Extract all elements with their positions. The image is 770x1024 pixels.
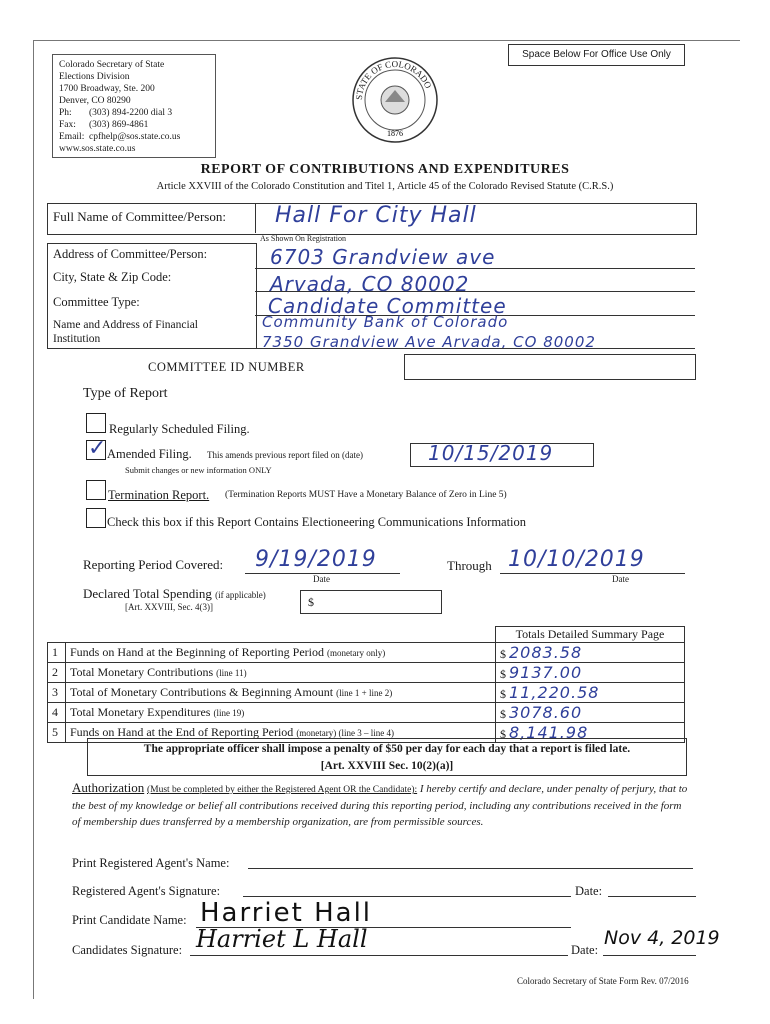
- termination-checkbox[interactable]: [86, 480, 106, 500]
- candidate-sig-label: Candidates Signature:: [72, 943, 183, 957]
- row-dollar: $: [500, 727, 506, 741]
- electioneering-label: Check this box if this Report Contains Electioneering Communications Information: [107, 515, 527, 529]
- declared-dollar: $: [308, 595, 314, 609]
- name-note: As Shown On Registration: [260, 234, 346, 243]
- row-label: [66, 683, 496, 703]
- fax-value: (303) 869-4861: [89, 120, 149, 130]
- declared-spending-input[interactable]: [300, 590, 442, 614]
- row-text: Funds on Hand at the End of Reporting Period: [70, 725, 294, 739]
- declared-applicable: (if applicable): [215, 590, 266, 600]
- row-note: (line 19): [213, 708, 245, 718]
- row-num: 3: [48, 683, 66, 703]
- address-city: Denver, CO 80290: [59, 96, 131, 106]
- agent-name-label: Print Registered Agent's Name:: [72, 856, 230, 870]
- row-amount-cell[interactable]: [496, 643, 685, 663]
- address-street: 1700 Broadway, Ste. 200: [59, 84, 155, 94]
- summary-header: Totals Detailed Summary Page: [496, 627, 685, 643]
- type-label: Committee Type:: [53, 295, 140, 309]
- bank-label: Name and Address of Financial Institution: [53, 319, 198, 345]
- amended-sub-note: Submit changes or new information ONLY: [125, 465, 272, 475]
- seal-text: STATE OF COLORADO: [353, 58, 434, 101]
- row-label: [66, 663, 496, 683]
- name-value[interactable]: Hall For City Hall: [275, 203, 477, 228]
- summary-row: [48, 663, 685, 683]
- through-label: Through: [447, 558, 492, 573]
- electioneering-checkbox[interactable]: [86, 508, 106, 528]
- period-to-line: [500, 573, 685, 574]
- termination-note: (Termination Reports MUST Have a Monetary Balance of Zero in Line 5): [225, 490, 507, 500]
- row-note: (line 1 + line 2): [336, 688, 393, 698]
- agent-name-line[interactable]: [248, 868, 693, 869]
- candidate-date-label: Date:: [571, 943, 599, 957]
- city-value[interactable]: Arvada, CO 80002: [270, 272, 470, 296]
- row-num: 4: [48, 703, 66, 723]
- row-note: (monetary only): [326, 648, 386, 658]
- email-row: [59, 131, 209, 143]
- row-dollar: $: [500, 707, 506, 721]
- type-value[interactable]: Candidate Committee: [268, 294, 507, 318]
- authorization-text: I hereby certify and declare, under penalty of perjury, that to the best of my knowledge or belief all contributions received during this reporting period, including any contributions received in the form of membership dues transferred by a membership organization, are from permissible sources.: [72, 783, 688, 828]
- amended-note: This amends previous report filed on (date): [207, 450, 363, 460]
- authorization-heading: Authorization: [72, 780, 145, 795]
- candidate-date-value[interactable]: Nov 4, 2019: [604, 927, 720, 949]
- authorization-note: (Must be completed by either the Registered Agent OR the Candidate):: [146, 785, 418, 795]
- amended-date-value[interactable]: 10/15/2019: [428, 441, 554, 465]
- candidate-sig-line: [190, 955, 568, 956]
- phone-row: [59, 107, 209, 119]
- email-label: Email:: [59, 132, 85, 142]
- candidate-name-value[interactable]: Harriet Hall: [200, 898, 373, 928]
- state-seal-icon: [348, 56, 442, 144]
- row-note: (monetary) (line 3 – line 4): [296, 728, 395, 738]
- email-value: cpfhelp@sos.state.co.us: [89, 132, 181, 142]
- phone-label: Ph:: [59, 108, 72, 118]
- candidate-name-label: Print Candidate Name:: [72, 913, 187, 927]
- row-num: 1: [48, 643, 66, 663]
- address-label: Address of Committee/Person:: [53, 247, 208, 261]
- summary-table: [47, 626, 685, 743]
- report-subtitle: Article XXVIII of the Colorado Constitution and Titel 1, Article 45 of the Colorado Revised Statute (C.R.S.): [156, 181, 614, 192]
- period-from-date-label: Date: [313, 574, 330, 584]
- regular-filing-label: Regularly Scheduled Filing.: [109, 422, 250, 436]
- address-value[interactable]: 6703 Grandview ave: [270, 245, 496, 269]
- city-label: City, State & Zip Code:: [53, 270, 172, 284]
- name-divider: [255, 203, 256, 233]
- row-dollar: $: [500, 687, 506, 701]
- form-footer: Colorado Secretary of State Form Rev. 07/2016: [517, 976, 689, 986]
- row-amount: 9137.00: [509, 663, 583, 682]
- committee-id-label: COMMITTEE ID NUMBER: [148, 360, 305, 374]
- row-amount: 2083.58: [509, 643, 583, 662]
- row-num: 2: [48, 663, 66, 683]
- address-block: [52, 54, 216, 158]
- penalty-line1: The appropriate officer shall impose a penalty of $50 per day for each day that a report is filed late.: [143, 743, 631, 755]
- summary-row: [48, 703, 685, 723]
- fax-label: Fax:: [59, 120, 76, 130]
- row-amount: 3078.60: [509, 703, 583, 722]
- row-dollar: $: [500, 647, 506, 661]
- bank-line2[interactable]: 7350 Grandview Ave Arvada, CO 80002: [262, 333, 596, 351]
- summary-row: [48, 643, 685, 663]
- declared-article: [Art. XXVIII, Sec. 4(3)]: [125, 602, 213, 612]
- fax-row: [59, 119, 209, 131]
- office-use-box: Space Below For Office Use Only: [508, 44, 685, 66]
- row-dollar: $: [500, 667, 506, 681]
- period-label: Reporting Period Covered:: [83, 557, 224, 572]
- declared-spending-label: [83, 586, 266, 602]
- name-label: Full Name of Committee/Person:: [53, 209, 226, 224]
- authorization-block: [72, 780, 692, 830]
- agent-date-line[interactable]: [608, 896, 696, 897]
- agent-date-label: Date:: [575, 884, 603, 898]
- row-text: Total Monetary Contributions: [70, 665, 214, 679]
- check-mark-icon: ✓: [88, 436, 108, 461]
- summary-header-row: [48, 627, 685, 643]
- committee-id-input[interactable]: [404, 354, 696, 380]
- penalty-box: [87, 738, 687, 776]
- agent-sig-line[interactable]: [243, 896, 571, 897]
- row-text: Total of Monetary Contributions & Beginning Amount: [70, 685, 334, 699]
- row-text: Total Monetary Expenditures: [70, 705, 211, 719]
- report-title: REPORT OF CONTRIBUTIONS AND EXPENDITURES: [200, 162, 570, 177]
- address-division: Elections Division: [59, 72, 130, 82]
- address-web: www.sos.state.co.us: [59, 144, 136, 154]
- row-num: 5: [48, 723, 66, 743]
- row-amount-cell[interactable]: [496, 683, 685, 703]
- row-label: [66, 703, 496, 723]
- row-amount-cell[interactable]: [496, 703, 685, 723]
- period-to-date-label: Date: [612, 574, 629, 584]
- termination-label: Termination Report.: [108, 488, 210, 502]
- agent-sig-label: Registered Agent's Signature:: [72, 884, 221, 898]
- type-of-report-heading: Type of Report: [83, 386, 168, 401]
- period-to-value[interactable]: 10/10/2019: [508, 547, 645, 572]
- summary-row: [48, 683, 685, 703]
- row-amount: 8,141.98: [509, 723, 589, 742]
- bank-line1[interactable]: Community Bank of Colorado: [262, 313, 509, 331]
- declared-spending-text: Declared Total Spending: [83, 586, 212, 601]
- phone-value: (303) 894-2200 dial 3: [89, 108, 173, 118]
- row-amount: 11,220.58: [509, 683, 600, 702]
- period-from-value[interactable]: 9/19/2019: [255, 547, 377, 572]
- row-note: (line 11): [216, 668, 247, 678]
- row-label: [66, 643, 496, 663]
- address-org: Colorado Secretary of State: [59, 60, 165, 70]
- row-amount-cell[interactable]: [496, 663, 685, 683]
- bank-line: [47, 348, 695, 349]
- amended-filing-label: Amended Filing.: [107, 447, 192, 461]
- candidate-signature[interactable]: Harriet L Hall: [196, 925, 368, 953]
- penalty-line2: [Art. XXVIII Sec. 10(2)(a)]: [320, 760, 454, 772]
- seal-year: 1876: [387, 129, 403, 138]
- candidate-date-line: [603, 955, 696, 956]
- regular-filing-checkbox[interactable]: [86, 413, 106, 433]
- row-text: Funds on Hand at the Beginning of Reporting Period: [70, 645, 324, 659]
